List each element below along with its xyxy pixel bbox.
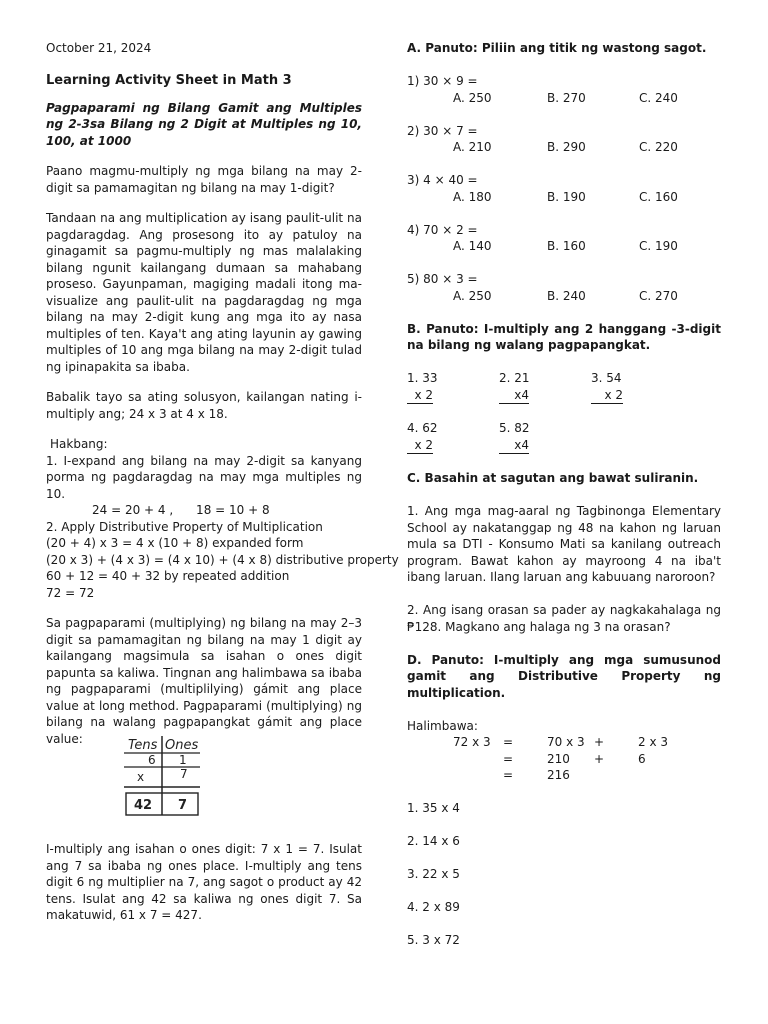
example-cell: = — [503, 751, 514, 766]
word-problem-2: 2. Ang isang orasan sa pader ay nagkakahalaga ng ₱128. Magkano ang halaga ng 3 na orasan? — [407, 603, 721, 634]
problem-bottom: x 2 — [407, 438, 433, 454]
exercise-item: 3. 22 x 5 — [407, 867, 460, 881]
work-line: 72 = 72 — [46, 585, 95, 600]
explanation-paragraph: I-multiply ang isahan o ones digit: 7 x 1 = 7. Isulat ang 7 sa ibaba ng ones place. I-multiply ang tens digit 6 ng multiplier na 7, ang sagot o product ay 42 tens. Isulat ang 42 sa kaliwa ng ones digit 7. Sa makatuwid, 61 x 7 = 427. — [46, 842, 362, 922]
guiding-question: Paano magmu-multiply ng mga bilang na may 2-digit sa pamamagitan ng bilang na may 1-digit? — [46, 164, 362, 195]
choice-b: B. 190 — [547, 189, 586, 204]
question-text: 4) 70 × 2 = — [407, 222, 478, 237]
question-item — [407, 123, 721, 156]
section-b-title: B. Panuto: I-multiply ang 2 hanggang -3-digit na bilang ng walang pagpapangkat. — [407, 321, 721, 352]
example-cell: + — [594, 751, 605, 766]
choice-c: C. 190 — [639, 239, 678, 253]
ones-header: Ones — [165, 738, 199, 753]
section-c-title: C. Basahin at sagutan ang bawat suliranin. — [407, 471, 699, 485]
result-ones: 7 — [178, 798, 188, 813]
example-cell: = — [503, 768, 514, 782]
example-table — [407, 734, 721, 784]
choice-c: C. 240 — [639, 90, 678, 105]
example-label: Halimbawa: — [407, 718, 478, 733]
ones-digit: 1 — [179, 753, 187, 767]
choice-b: B. 290 — [547, 140, 586, 154]
exercise-item: 4. 2 x 89 — [407, 900, 460, 914]
vertical-problem — [499, 420, 591, 454]
example-cell — [638, 767, 698, 784]
question-text: 1) 30 × 9 = — [407, 74, 478, 88]
choice-c: C. 220 — [639, 140, 678, 154]
example-cell: 2 x 3 — [638, 735, 668, 749]
exercise-item: 2. 14 x 6 — [407, 834, 460, 848]
question-item — [407, 271, 721, 304]
tens-digit: 6 — [148, 753, 156, 767]
exercise-item: 1. 35 x 4 — [407, 801, 460, 815]
choice-a: A. 180 — [453, 189, 492, 204]
problem-top: 4. 62 — [407, 421, 438, 435]
example-cell: = — [503, 735, 514, 749]
example-cell — [453, 767, 503, 784]
step-1-expansion: 24 = 20 + 4 , 18 = 10 + 8 — [92, 503, 270, 517]
problem-top: 5. 82 — [499, 421, 530, 435]
problem-row — [407, 370, 721, 404]
question-item — [407, 172, 721, 205]
section-a-title: A. Panuto: Piliin ang titik ng wastong sagot. — [407, 41, 707, 55]
problem-bottom: x 2 — [591, 388, 623, 404]
lesson-subtitle: Pagpaparami ng Bilang Gamit ang Multiples ng 2-3sa Bilang ng 2 Digit at Multiples ng 10, 100, at 1000 — [46, 100, 362, 148]
problem-top: 3. 54 — [591, 371, 622, 385]
example-cell: 216 — [547, 768, 570, 782]
work-line: (20 x 3) + (4 x 3) = (4 x 10) + (4 x 8) distributive property — [46, 552, 399, 567]
problem-bottom: x4 — [499, 388, 529, 404]
example-cell — [453, 751, 503, 768]
question-item — [407, 222, 721, 255]
vertical-problem — [499, 370, 591, 404]
choice-c: C. 160 — [639, 189, 678, 204]
choice-b: B. 240 — [547, 288, 586, 303]
problem-row — [407, 420, 721, 454]
choice-c: C. 270 — [639, 288, 678, 303]
solution-paragraph: Babalik tayo sa ating solusyon, kailangan nating i-multiply ang; 24 x 3 at 4 x 18. — [46, 390, 362, 421]
step-1: 1. I-expand ang bilang na may 2-digit sa kanyang porma ng pagdaragdag na may mga multiples ng 10. — [46, 453, 362, 501]
intro-paragraph: Tandaan na ang multiplication ay isang paulit-ulit na pagdaragdag. Ang prosesong ito ay patuloy na ginagamit sa pagmu-multiply ng mas malalaking bilang ngunit kailangang dumaan sa mahabang proseso. Gayunpaman, magiging madali itong ma-visualize ang paulit-ulit na pagdaragdag ng mga bilang na may 2-digit kung ang mga ito ay nasa multiples of ten. Kaya't ang ating layunin ay gawing multiples of 10 ang mga bilang na may 2-digit tulad ng ipinapakita sa ibaba. — [46, 211, 362, 374]
choice-a: A. 210 — [453, 140, 492, 154]
page-title: Learning Activity Sheet in Math 3 — [46, 73, 292, 88]
choice-a: A. 140 — [453, 239, 492, 253]
right-column — [407, 40, 721, 949]
problem-bottom: x4 — [499, 438, 529, 454]
date: October 21, 2024 — [46, 41, 152, 55]
choice-b: B. 270 — [547, 90, 586, 105]
place-value-paragraph: Sa pagpaparami (multiplying) ng bilang na may 2–3 digit sa pamamagitan ng bilang na may 1 digit ay kailangang magsimula sa isahan o ones digit papunta sa kaliwa. Tingnan ang halimbawa sa ibaba ng pagpaparami (multiplilying) gámit ang place value at long method. Pagpaparami (multiplying) ng bilang na walang pagpapangkat gámit ang place value: — [46, 616, 362, 746]
multiplier-digit: 7 — [180, 767, 188, 781]
exercise-item: 5. 3 x 72 — [407, 933, 460, 947]
example-cell: 6 — [638, 751, 646, 766]
example-cell: 70 x 3 — [547, 735, 585, 749]
vertical-problem — [407, 420, 499, 454]
tens-header: Tens — [128, 738, 158, 753]
vertical-problem — [591, 370, 683, 404]
choice-a: A. 250 — [453, 288, 492, 303]
word-problem-1: 1. Ang mga mag-aaral ng Tagbinonga Elementary School ay nakatanggap ng 48 na kahon ng laruan mula sa DTI - Konsumo Mati sa kanilang outreach program. Bawat kahon ay mayroong 4 na iba't ibang laruan. Ilang laruan ang kabuuang naroroon? — [407, 504, 721, 584]
problem-bottom: x 2 — [407, 388, 433, 404]
choice-b: B. 160 — [547, 239, 586, 253]
example-cell: 72 x 3 — [453, 735, 491, 749]
problem-top: 2. 21 — [499, 371, 530, 385]
place-value-table — [124, 733, 214, 819]
question-text: 2) 30 × 7 = — [407, 123, 478, 138]
question-text: 3) 4 × 40 = — [407, 173, 478, 187]
work-line: (20 + 4) x 3 = 4 x (10 + 8) expanded form — [46, 536, 304, 550]
question-text: 5) 80 × 3 = — [407, 272, 478, 286]
steps-heading: Hakbang: — [50, 437, 108, 451]
multiply-sign: x — [137, 770, 145, 784]
step-2: 2. Apply Distributive Property of Multiplication — [46, 519, 323, 534]
problem-top: 1. 33 — [407, 371, 438, 385]
example-cell: 210 — [547, 751, 570, 766]
choice-a: A. 250 — [453, 90, 492, 105]
work-line: 60 + 12 = 40 + 32 by repeated addition — [46, 569, 290, 583]
question-item — [407, 73, 721, 106]
example-cell — [594, 767, 638, 784]
vertical-problem — [407, 370, 499, 404]
example-cell: + — [594, 735, 605, 749]
result-tens: 42 — [134, 798, 153, 813]
left-column — [46, 40, 399, 924]
section-d-title: D. Panuto: I-multiply ang mga sumusunod gamit ang Distributive Property ng multiplication. — [407, 652, 721, 700]
